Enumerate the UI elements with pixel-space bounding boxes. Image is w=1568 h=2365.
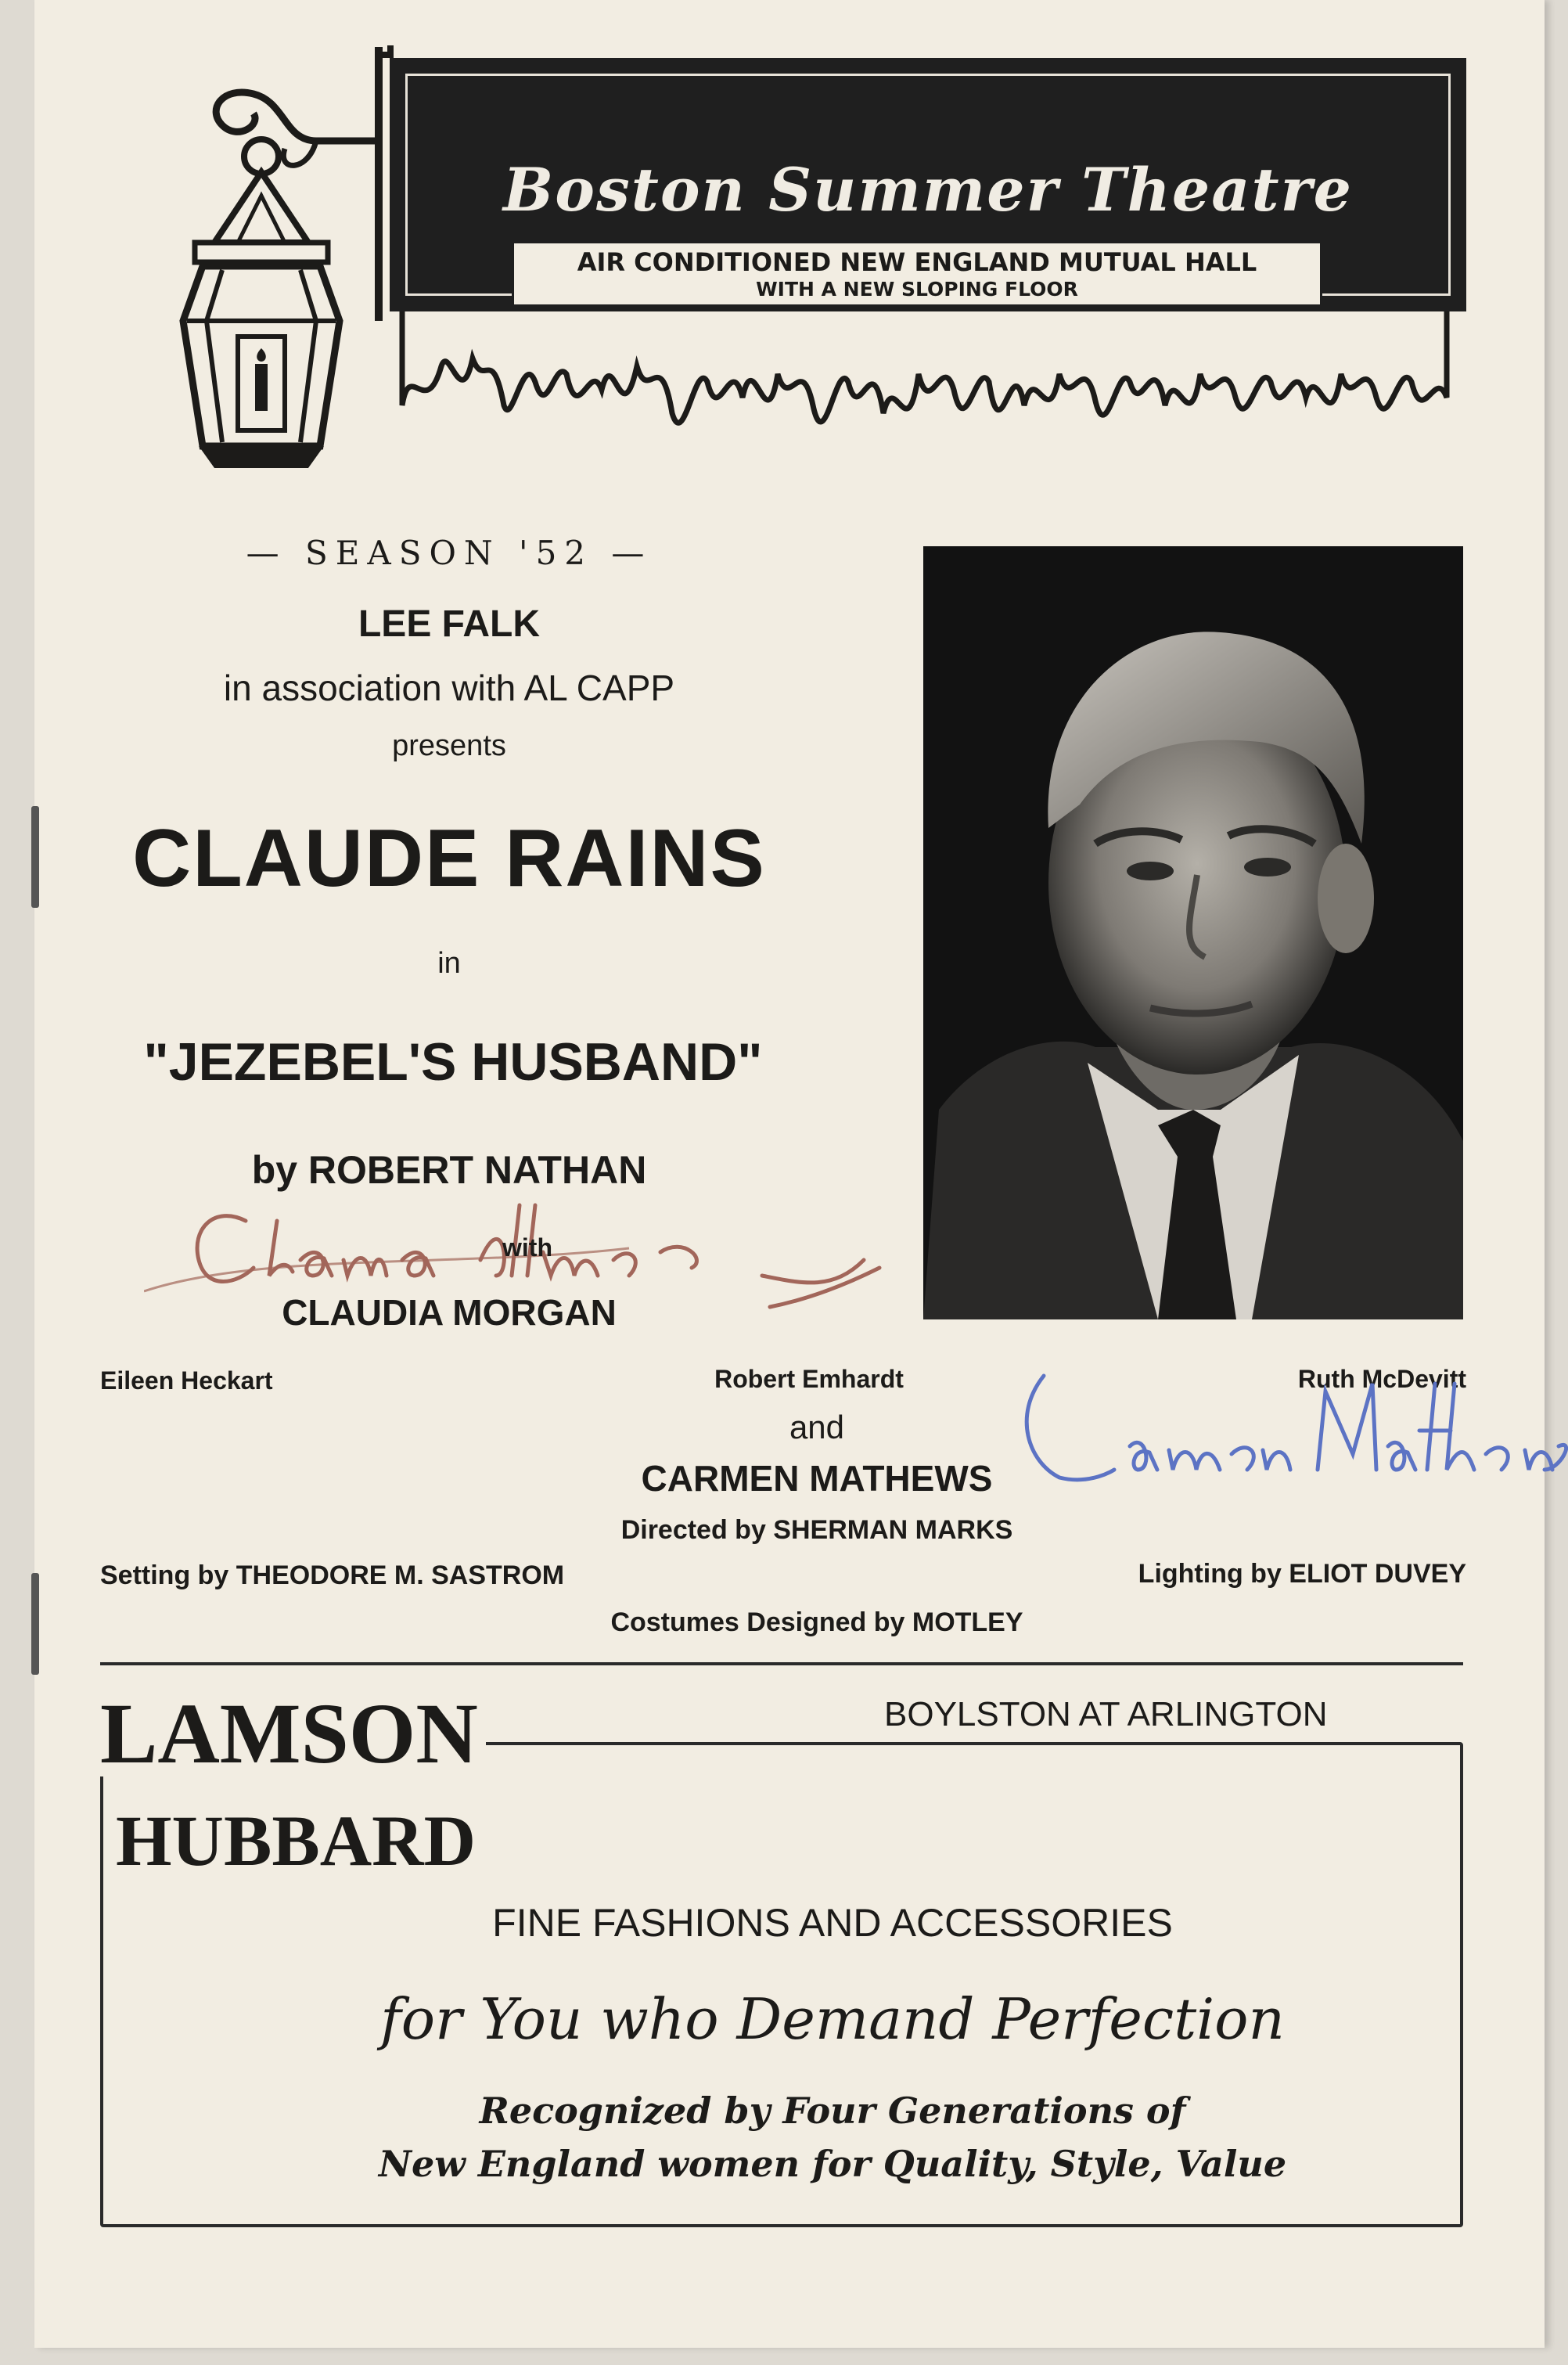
costar-name: CLAUDIA MORGAN xyxy=(282,1292,617,1333)
store-location: BOYLSTON AT ARLINGTON xyxy=(872,1695,1340,1734)
producer-name: LEE FALK xyxy=(358,603,540,645)
director-line: Directed by SHERMAN MARKS xyxy=(620,1515,1013,1545)
staple-top xyxy=(31,806,39,908)
drip-ornament xyxy=(387,311,1466,484)
setting-line: Setting by THEODORE M. SASTROM xyxy=(100,1560,565,1590)
carmen-mathews-signature xyxy=(997,1352,1568,1509)
cast-robert-emhardt: Robert Emhardt xyxy=(714,1365,904,1393)
theatre-name: Boston Summer Theatre xyxy=(503,155,1353,225)
lighting-line: Lighting by ELIOT DUVEY xyxy=(1138,1559,1466,1589)
recognition-line-2: New England women for Quality, Style, Value xyxy=(378,2143,1287,2185)
with-line: with xyxy=(502,1233,552,1262)
and-line: and xyxy=(789,1409,845,1445)
cast-eileen-heckart: Eileen Heckart xyxy=(100,1366,273,1395)
venue-box xyxy=(512,241,1322,307)
association-line: in association with AL CAPP xyxy=(223,668,675,708)
theatre-banner xyxy=(390,58,1466,311)
star-name: CLAUDE RAINS xyxy=(132,813,766,904)
venue-line-2: WITH A NEW SLOPING FLOOR xyxy=(756,278,1078,301)
presents-line: presents xyxy=(392,729,506,762)
featured-name: CARMEN MATHEWS xyxy=(641,1458,993,1499)
costumes-line: Costumes Designed by MOTLEY xyxy=(610,1607,1023,1637)
store-slogan: for You who Demand Perfection xyxy=(380,1986,1285,2052)
store-tagline: FINE FASHIONS AND ACCESSORIES xyxy=(492,1901,1173,1945)
program-page xyxy=(34,0,1545,2348)
brand-name-line-2: HUBBARD xyxy=(116,1801,477,1881)
claude-rains-portrait xyxy=(923,546,1463,1319)
in-line: in xyxy=(437,947,461,980)
author-line: by ROBERT NATHAN xyxy=(251,1148,647,1192)
brand-name-line-1: LAMSON xyxy=(100,1690,486,1776)
season-label: — SEASON '52 — xyxy=(246,534,653,572)
recognition-line-1: Recognized by Four Generations of xyxy=(479,2090,1186,2132)
venue-line-1: AIR CONDITIONED NEW ENGLAND MUTUAL HALL xyxy=(577,247,1257,277)
cast-ruth-mcdevitt: Ruth McDevitt xyxy=(1297,1365,1466,1393)
staple-bottom xyxy=(31,1573,39,1675)
lantern-illustration xyxy=(120,39,410,477)
play-title: "JEZEBEL'S HUSBAND" xyxy=(143,1032,763,1092)
section-divider xyxy=(100,1662,1463,1665)
